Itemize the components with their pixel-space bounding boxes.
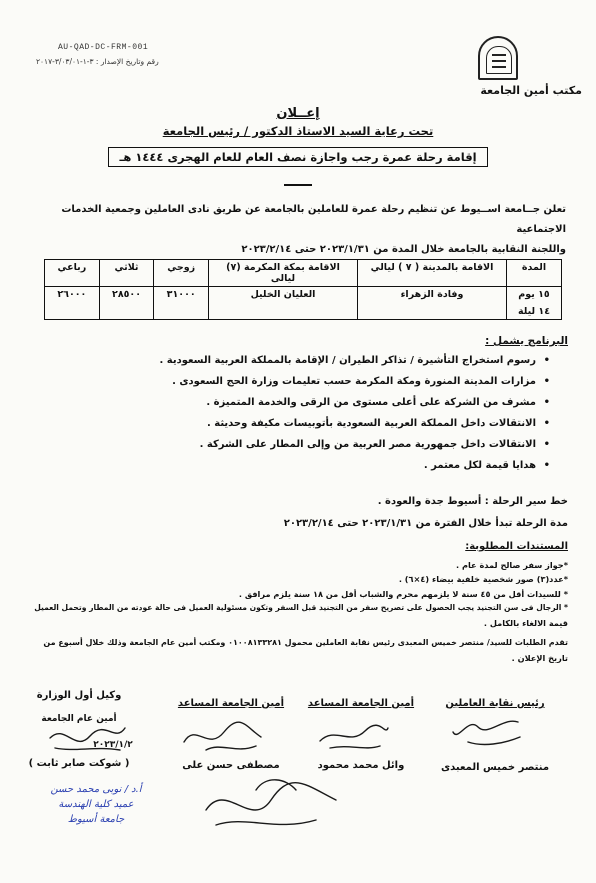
union-signature-scribble <box>448 712 528 752</box>
list-item: • هدايا قيمة لكل معتمر . <box>110 455 550 476</box>
stamp-line: عميد كلية الهندسة <box>58 799 134 810</box>
document-line: تاريخ الإعلان . <box>511 653 568 663</box>
university-logo <box>478 36 518 80</box>
signature-name-assistant2: مصطفى حسن على <box>182 760 280 771</box>
duration-days: ١٥ يوم <box>518 289 550 300</box>
table-header: رباعي <box>45 260 100 287</box>
document-line: *عدد(٣) صور شخصية خلفية بيضاء (٤×٦) . <box>398 574 568 584</box>
signature-title-assistant2: أمين الجامعة المساعد <box>177 698 285 709</box>
duration-nights: ١٤ ليلة <box>517 306 550 317</box>
signature-name-assistant: وائل محمد محمود <box>317 760 405 771</box>
list-item: • الانتقالات داخل المملكة العربية السعودية بأتوبيسات مكيفة وحديثة . <box>110 413 550 434</box>
table-header: ثلاثي <box>99 260 154 287</box>
intro-paragraph <box>20 200 566 260</box>
table-cell: ٢٦٠٠٠ <box>45 287 100 320</box>
intro-line: واللجنة النقابية بالجامعة خلال المدة من ٢٠٢٣/١/٣١ حتى ٢٠٢٣/٢/١٤ <box>241 244 566 255</box>
table-cell: العليان الخليل <box>209 287 358 320</box>
signature-name-union: منتصر خميس المعبدى <box>440 762 550 773</box>
signature-subtitle-deputy: أمين عام الجامعة <box>41 714 117 724</box>
assistant-signature-scribble <box>310 716 390 756</box>
trip-route: خط سير الرحلة : أسيوط جدة والعودة . <box>377 496 568 507</box>
patron-line: تحت رعاية السيد الاستاذ الدكتور / رئيس الجامعة <box>162 124 434 138</box>
document-line: * للسيدات أقل من ٤٥ سنة لا يلزمهم محرم والشباب أقل من ١٨ سنة يلزم مرافق . <box>238 589 568 599</box>
price-table <box>44 259 562 320</box>
stamp-line: جامعة أسيوط <box>67 814 125 825</box>
table-header: الاقامة بمكة المكرمة (٧) ليالى <box>209 260 358 287</box>
list-item: • الانتقالات داخل جمهورية مصر العربية من وإلى المطار على الشركة . <box>110 434 550 455</box>
form-code: AU-QAD-DC-FRM-001 <box>58 43 149 52</box>
trip-title: إقامة رحلة عمرة رجب واجازة نصف العام للعام الهجرى ١٤٤٤ هـ <box>108 147 487 167</box>
signature-title-union: رئيس نقابة العاملين <box>445 698 545 709</box>
signature-name-deputy: ( شوكت صابر ثابت ) <box>28 758 130 769</box>
documents-heading: المستندات المطلوبة: <box>465 541 568 552</box>
table-header: المدة <box>507 260 562 287</box>
trip-period: مدة الرحلة تبدأ خلال الفترة من ٢٠٢٣/١/٣١ حتى ٢٠٢٣/٢/١٤ <box>283 518 568 529</box>
stamp-line: أ.د / نوبى محمد حسن <box>50 784 142 795</box>
document-line: قيمة الالغاء بالكامل . <box>483 618 568 628</box>
assistant2-signature-scribble <box>176 712 266 756</box>
document-line: * الرجال فى سن التجنيد يجب الحصول على تصريح سفر من التجنيد قبل السفر وتكون مسئولية العميل فى حالة عودته من المطار وتحمل العميل <box>34 603 568 612</box>
program-heading: البرنامج يشمل : <box>485 335 568 347</box>
signature-title-deputy: وكيل أول الوزارة <box>36 690 122 701</box>
table-cell-duration <box>507 287 562 320</box>
list-item: • مشرف من الشركة على أعلى مستوى من الرقى والخدمة المتميزة . <box>110 392 550 413</box>
intro-line: تعلن جــامعة اســيوط عن تنظيم رحلة عمرة للعاملين بالجامعة عن طريق نادى العاملين وجمعية الخدمات الاجتماعية <box>61 204 566 235</box>
dean-stamp <box>36 782 156 827</box>
table-header: زوجي <box>154 260 209 287</box>
table-header-row <box>45 260 562 287</box>
list-item: • رسوم استخراج التأشيرة / تذاكر الطيران / الإقامة بالمملكة العربية السعودية . <box>110 350 550 371</box>
table-row <box>45 287 562 320</box>
issue-number-date: رقم وتاريخ الإصدار : ٣-١-٣/٠٣/٠١-٢٠١٧ <box>36 57 159 66</box>
program-list <box>110 350 550 476</box>
divider <box>284 184 312 186</box>
table-header: الاقامة بالمدينة ( ٧ ) ليالي <box>358 260 507 287</box>
signature-title-assistant: أمين الجامعة المساعد <box>307 698 415 709</box>
deputy-signature-scribble <box>40 718 130 758</box>
signature-date-deputy: ٢٠٢٣/١/٢ <box>93 740 133 750</box>
office-name: مكتب أمين الجامعة <box>480 84 582 97</box>
announcement-title: إعــلان <box>276 106 320 121</box>
list-item: • مزارات المدينة المنورة ومكة المكرمة حسب تعليمات وزارة الحج السعودى . <box>110 371 550 392</box>
document-line: *جواز سفر صالح لمدة عام . <box>456 560 568 570</box>
table-cell: وفادة الزهراء <box>358 287 507 320</box>
table-cell: ٢٨٥٠٠ <box>99 287 154 320</box>
document-line: تقدم الطلبات للسيد/ منتصر خميس المعبدى رئيس نقابة العاملين محمول ٠١٠٠٨١٣٣٢٨١ ومكتب أمين عام الجامعة وذلك خلال أسبوع من <box>43 638 568 647</box>
dean-signature-scribble <box>196 770 346 840</box>
table-cell: ٣١٠٠٠ <box>154 287 209 320</box>
